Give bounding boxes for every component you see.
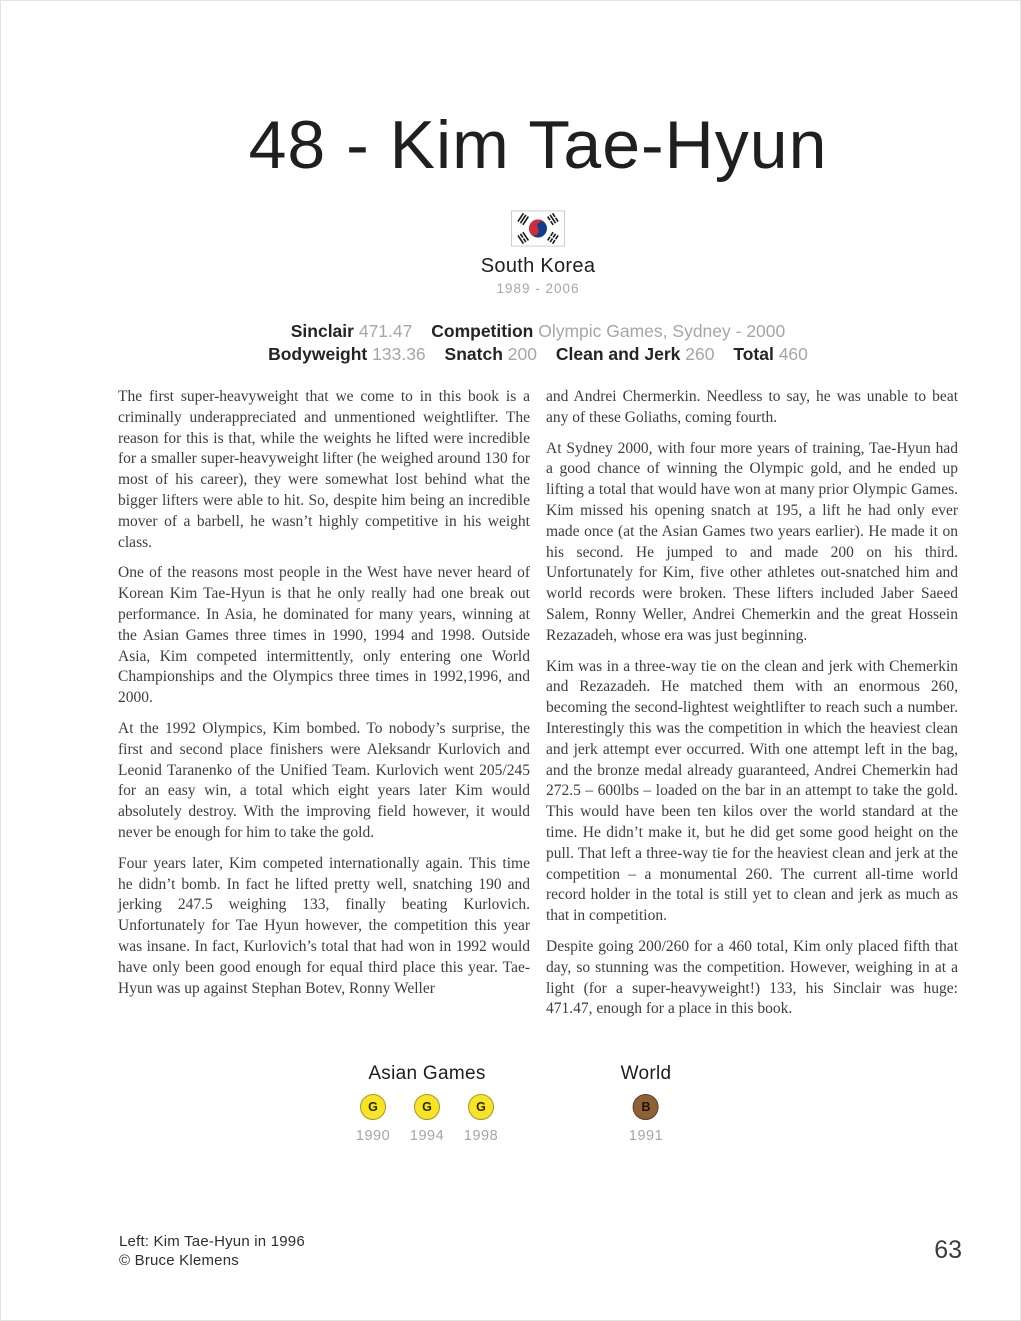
medal-group-title: Asian Games [368,1063,486,1084]
gold-medal-icon: G [360,1094,386,1120]
left-column [118,387,530,1039]
gold-medal-icon: G [468,1094,494,1120]
stats-line-2 [118,343,958,366]
stats-line-1 [118,320,958,343]
stat-bodyweight: Bodyweight 133.36 [268,344,426,364]
stat-clean-and-jerk: Clean and Jerk 260 [555,344,715,364]
stat-total: Total 460 [733,344,808,364]
medal-year: 1998 [463,1128,499,1144]
paragraph: At the 1992 Olympics, Kim bombed. To nobody’s surprise, the first and second place finishers were Aleksandr Kurlovich and Leonid Taranenko of the Unified Team. Kurlovich went 205/245 for an easy win, a total which eight years later Kim would absolutely destroy. With the improving field however, it would never be enough for him to take the gold. [118,719,530,841]
paragraph: Four years later, Kim competed internationally again. This time he didn’t bomb. In fact he lifted pretty well, snatching 190 and jerking 247.5 weighing 133, finally beating Kurlovich. Unfortunately for Tae Hyun however, the competition this year was insane. In fact, Kurlovich’s total that had won in 1992 would have only been good enough for equal third place this year. Tae-Hyun was up against Stephan Botev, Ronny Weller [118,854,530,997]
paragraph: At Sydney 2000, with four more years of training, Tae-Hyun had a good chance of winning the Olympic gold, and he ended up lifting a total that would have won at many prior Olympic Games. Kim missed his opening snatch at 195, a lift he had only ever made once (at the Asian Games two years earlier). He made it on his second. He jumped to and made 200 on his third. Unfortunately for Kim, five other athletes out-snatched him and world records were broken. These lifters included Jaber Saeed Salem, Ronny Weller, Andrei Chemerkin and the great Hossein Rezazadeh, whose era was just beginning. [546,439,958,644]
medal-group-title: World [620,1063,672,1084]
bronze-medal-icon: B [633,1094,659,1120]
paragraph: One of the reasons most people in the West have never heard of Korean Kim Tae-Hyun is that he only really had one break out performance. In Asia, he dominated for many years, winning at the Asian Games three times in 1990, 1994 and 1998. Outside Asia, Kim competed intermittently, only entering one World Championships and the Olympics three times in 1992,1996, and 2000. [118,564,530,707]
paragraph: and Andrei Chermerkin. Needless to say, he was unable to beat any of these Goliaths, coming fourth. [546,388,958,426]
medal-item [355,1094,391,1144]
gold-medal-icon: G [414,1094,440,1120]
medals-section [1,1063,1021,1153]
stat-sinclair: Sinclair 471.47 [290,321,413,341]
medal-year: 1990 [355,1128,391,1144]
page-number: 63 [934,1236,962,1264]
caption-line-2: © Bruce Klemens [119,1252,239,1269]
paragraph: Despite going 200/260 for a 460 total, Kim only placed fifth that day, so stunning was the competition. However, weighing in at a light (for a super-heavyweight!) 133, his Sinclair was huge: 471.47, enough for a place in this book. [546,937,958,1018]
paragraph: The first super-heavyweight that we come to in this book is a criminally underappreciated and unmentioned weightlifter. The reason for this is that, while the weights he lifted were incredible for a smaller super-heavyweight lifter (he weighed around 130 for most of his career), they were somewhat lost behind what the bigger lifters were able to hit. So, despite him being an incredible mover of a barbell, he wasn’t highly competitive in his weight class. [118,388,530,551]
flag-container [118,210,958,247]
page-title: 48 - Kim Tae-Hyun [248,107,828,183]
medal-item [463,1094,499,1144]
caption-line-1: Left: Kim Tae-Hyun in 1996 [119,1233,305,1250]
right-column [546,387,958,1039]
career-years: 1989 - 2006 [496,281,580,296]
country-name: South Korea [480,255,596,277]
medal-year: 1994 [409,1128,445,1144]
medal-year: 1991 [628,1128,664,1144]
stat-competition: Competition Olympic Games, Sydney - 2000 [431,321,786,341]
medal-item [409,1094,445,1144]
medal-group-asian-games [355,1063,499,1144]
stats-block [118,320,958,366]
medal-item [628,1094,664,1144]
photo-caption [119,1232,305,1270]
medal-group-world [621,1063,672,1144]
paragraph: Kim was in a three-way tie on the clean and jerk with Chemerkin and Rezazadeh. He matched them with an enormous 260, becoming the second-lightest weightlifter to reach such a number. Interestingly this was the competition in which the heaviest clean and jerk attempt ever occurred. With one attempt left in the bag, and the bronze medal already guaranteed, Andrei Chemerkin had 272.5 – 600lbs – loaded on the bar in an attempt to take the gold. This would have been ten kilos over the world standard at the time. He didn’t make it, but he did get some good height on the pull. That left a three-way tie for the heaviest clean and jerk at the competition – a monumental 260. The current all-time world record holder in the total is still yet to clean and jerk as much as that in competition. [546,657,958,925]
south-korea-flag-icon [511,210,565,247]
stat-snatch: Snatch 200 [444,344,537,364]
article-body [118,387,958,1039]
